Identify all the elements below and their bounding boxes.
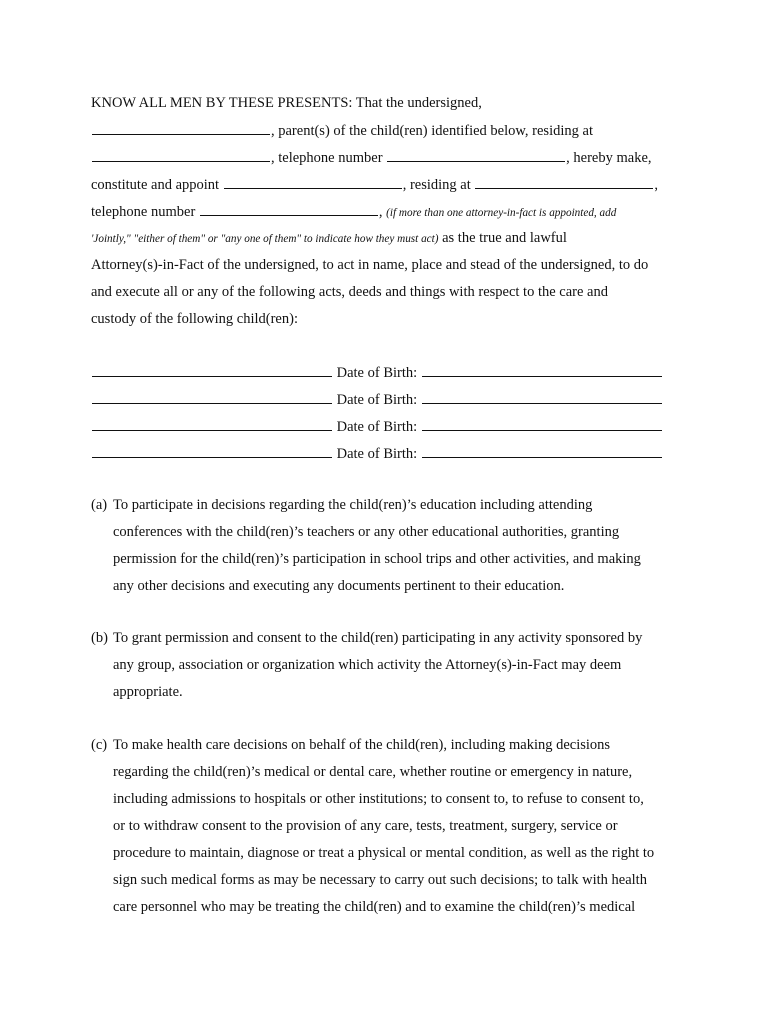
attorney-telephone-field[interactable] — [200, 201, 378, 216]
section-line: To grant permission and consent to the child(ren) participating in any activity sponsored by — [113, 630, 643, 646]
section-line: or to withdraw consent to the provision of any care, tests, treatment, surgery, service or — [113, 818, 618, 834]
section-line: permission for the child(ren)’s participation in school trips and other activities, and making — [113, 551, 641, 567]
section-line: regarding the child(ren)’s medical or dental care, whether routine or emergency in nature, — [113, 764, 633, 780]
intro-line-7 — [91, 255, 648, 275]
section-label: (b) — [91, 630, 108, 646]
intro-text: , telephone number — [271, 150, 383, 166]
dob-label: Date of Birth: — [336, 446, 418, 462]
attorney-address-field[interactable] — [475, 174, 653, 189]
child-name-field[interactable] — [92, 362, 332, 377]
section-line: including admissions to hospitals or other institutions; to consent to, to refuse to consent to, — [113, 791, 644, 807]
intro-text: , parent(s) of the child(ren) identified below, residing at — [271, 123, 593, 139]
section-label: (c) — [91, 737, 108, 753]
child-name-field[interactable] — [92, 443, 332, 458]
section-line: any group, association or organization which activity the Attorney(s)-in-Fact may deem — [113, 657, 622, 673]
child-dob-field[interactable] — [422, 362, 662, 377]
child-row — [91, 443, 663, 463]
intro-text: and execute all or any of the following acts, deeds and things with respect to the care and — [91, 284, 608, 300]
intro-text: , — [654, 177, 658, 193]
intro-line-1 — [91, 93, 482, 113]
child-name-field[interactable] — [92, 389, 332, 404]
child-row — [91, 389, 663, 409]
intro-line-4 — [91, 174, 658, 194]
dob-label: Date of Birth: — [336, 365, 418, 381]
intro-text: custody of the following child(ren): — [91, 311, 298, 327]
intro-text: , — [378, 204, 383, 220]
parent-telephone-field[interactable] — [387, 147, 565, 162]
attorney-name-field[interactable] — [224, 174, 402, 189]
parent-address-field[interactable] — [92, 147, 270, 162]
child-row — [91, 362, 663, 382]
dob-label: Date of Birth: — [336, 419, 418, 435]
intro-text: telephone number — [91, 204, 196, 220]
intro-text: KNOW ALL MEN BY THESE PRESENTS: That the undersigned, — [91, 95, 482, 111]
child-row — [91, 416, 663, 436]
section-line: procedure to maintain, diagnose or treat a physical or mental condition, as well as the right to — [113, 845, 655, 861]
section-line: sign such medical forms as may be necessary to carry out such decisions; to talk with health — [113, 872, 647, 888]
intro-text: as the true and lawful — [442, 230, 567, 246]
section-line: conferences with the child(ren)’s teachers or any other educational authorities, granting — [113, 524, 620, 540]
section-line: care personnel who may be treating the child(ren) and to examine the child(ren)’s medical — [113, 899, 636, 915]
intro-line-5 — [91, 201, 616, 221]
intro-text: , residing at — [402, 177, 471, 193]
section-line: To make health care decisions on behalf of the child(ren), including making decisions — [113, 737, 611, 753]
dob-label: Date of Birth: — [336, 392, 418, 408]
instruction-note: (if more than one attorney-in-fact is appointed, add — [386, 207, 617, 219]
section-label: (a) — [91, 497, 108, 513]
intro-text: Attorney(s)-in-Fact of the undersigned, to act in name, place and stead of the undersigned, to do — [91, 257, 649, 273]
intro-line-9 — [91, 309, 298, 329]
section-line: appropriate. — [113, 684, 183, 700]
intro-text: constitute and appoint — [91, 177, 220, 193]
intro-line-2 — [91, 120, 593, 140]
instruction-note: 'Jointly," "either of them" or "any one of them" to indicate how they must act) — [91, 233, 439, 245]
child-name-field[interactable] — [92, 416, 332, 431]
child-dob-field[interactable] — [422, 389, 662, 404]
intro-line-8 — [91, 282, 608, 302]
section-line: To participate in decisions regarding the child(ren)’s education including attending — [113, 497, 593, 513]
intro-text: , hereby make, — [566, 150, 652, 166]
intro-line-6 — [91, 228, 567, 248]
parent-name-field[interactable] — [92, 120, 270, 135]
section-line: any other decisions and executing any documents pertinent to their education. — [113, 578, 565, 594]
intro-line-3 — [91, 147, 652, 167]
child-dob-field[interactable] — [422, 443, 662, 458]
child-dob-field[interactable] — [422, 416, 662, 431]
